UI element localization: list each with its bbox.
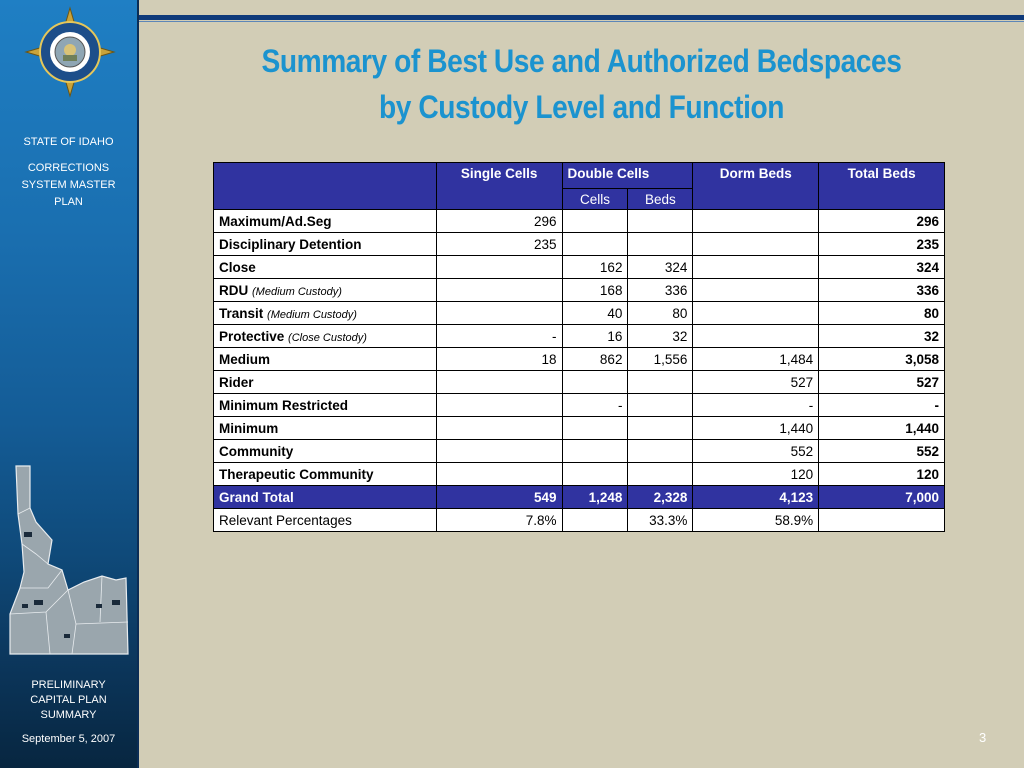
cell-single [436, 417, 562, 440]
row-label-text: Disciplinary Detention [219, 236, 362, 252]
cell-beds: 2,328 [628, 486, 693, 509]
cell-single [436, 394, 562, 417]
plan-title-line-1: CORRECTIONS [27, 162, 110, 174]
row-label [214, 210, 437, 233]
table-row [214, 325, 945, 348]
cell-cells: 40 [562, 302, 628, 325]
page-number: 3 [979, 730, 987, 745]
cell-cells: 168 [562, 279, 628, 302]
table-row [214, 440, 945, 463]
row-label-text: Medium [219, 351, 271, 367]
cell-cells: 1,248 [562, 486, 628, 509]
cell-cells [562, 440, 628, 463]
row-label-text: RDU [219, 282, 249, 298]
cell-dorm: 552 [693, 440, 819, 463]
table-row [214, 348, 945, 371]
cell-cells [562, 371, 628, 394]
cell-single [436, 440, 562, 463]
row-label [214, 348, 437, 371]
cell-total: 324 [819, 256, 945, 279]
row-label [214, 440, 437, 463]
header-double-cells-cells: Cells [562, 189, 628, 210]
footer-line-2: CAPITAL PLAN [30, 694, 107, 706]
cell-cells: 862 [562, 348, 628, 371]
cell-total: 527 [819, 371, 945, 394]
cell-beds: 80 [628, 302, 693, 325]
cell-beds: 336 [628, 279, 693, 302]
cell-dorm: 58.9% [693, 509, 819, 532]
cell-cells [562, 210, 628, 233]
header-double-cells-beds: Beds [628, 189, 693, 210]
cell-beds [628, 463, 693, 486]
cell-beds: 33.3% [628, 509, 693, 532]
row-label-note: (Medium Custody) [267, 308, 357, 321]
cell-dorm [693, 256, 819, 279]
cell-dorm: 4,123 [693, 486, 819, 509]
header-dorm-beds: Dorm Beds [693, 163, 819, 210]
row-label [214, 256, 437, 279]
cell-dorm [693, 302, 819, 325]
row-label [214, 279, 437, 302]
cell-cells: 162 [562, 256, 628, 279]
table-body [214, 210, 945, 532]
cell-beds [628, 417, 693, 440]
cell-single [436, 256, 562, 279]
table-row [214, 371, 945, 394]
cell-beds [628, 394, 693, 417]
sidebar-divider [137, 0, 139, 768]
cell-dorm: - [693, 394, 819, 417]
row-label-text: Therapeutic Community [219, 466, 374, 482]
bedspace-table [213, 162, 945, 532]
cell-total: 120 [819, 463, 945, 486]
cell-cells: - [562, 394, 628, 417]
row-label [214, 417, 437, 440]
header-blank [214, 163, 437, 210]
cell-cells [562, 233, 628, 256]
cell-beds [628, 233, 693, 256]
top-rule-thin [139, 21, 1024, 22]
cell-single [436, 302, 562, 325]
cell-total: 3,058 [819, 348, 945, 371]
row-label [214, 371, 437, 394]
table-row [214, 233, 945, 256]
row-label-text: Maximum/Ad.Seg [219, 213, 332, 229]
row-label-text: Minimum [219, 420, 279, 436]
cell-single: 549 [436, 486, 562, 509]
row-label-text: Community [219, 443, 294, 459]
row-label [214, 233, 437, 256]
table-row [214, 463, 945, 486]
state-label: STATE OF IDAHO [23, 136, 114, 148]
header-total-beds: Total Beds [819, 163, 945, 210]
cell-total: 235 [819, 233, 945, 256]
plan-title-line-2: SYSTEM MASTER [21, 179, 116, 191]
cell-total: 80 [819, 302, 945, 325]
row-label-note: (Close Custody) [288, 331, 367, 344]
row-label-text: Close [219, 259, 256, 275]
cell-dorm: 527 [693, 371, 819, 394]
cell-total: 296 [819, 210, 945, 233]
table-row [214, 256, 945, 279]
cell-total: 1,440 [819, 417, 945, 440]
top-rule [139, 15, 1024, 20]
footer-line-3: SUMMARY [40, 709, 97, 721]
row-label-note: (Medium Custody) [252, 285, 342, 298]
cell-dorm: 1,440 [693, 417, 819, 440]
row-label-text: Transit [219, 305, 264, 321]
cell-dorm: 1,484 [693, 348, 819, 371]
cell-dorm [693, 233, 819, 256]
cell-dorm [693, 279, 819, 302]
cell-single: 18 [436, 348, 562, 371]
cell-single [436, 371, 562, 394]
row-label-text: Rider [219, 374, 254, 390]
cell-cells: 16 [562, 325, 628, 348]
header-double-cells: Double Cells [562, 163, 693, 189]
footer-line-1: PRELIMINARY [31, 679, 106, 691]
table-row [214, 279, 945, 302]
cell-single [436, 279, 562, 302]
table-row [214, 417, 945, 440]
slide-title [192, 38, 971, 130]
cell-total: 7,000 [819, 486, 945, 509]
cell-total [819, 509, 945, 532]
department-seal-icon [24, 6, 116, 98]
cell-beds [628, 210, 693, 233]
cell-total: 336 [819, 279, 945, 302]
date-label: September 5, 2007 [21, 733, 116, 745]
cell-total: 552 [819, 440, 945, 463]
cell-single: 7.8% [436, 509, 562, 532]
row-label: Relevant Percentages [214, 509, 437, 532]
row-label [214, 394, 437, 417]
cell-cells [562, 463, 628, 486]
row-label-text: Protective [219, 328, 285, 344]
row-label [214, 463, 437, 486]
cell-cells [562, 417, 628, 440]
cell-dorm: 120 [693, 463, 819, 486]
cell-single: 296 [436, 210, 562, 233]
cell-dorm [693, 325, 819, 348]
plan-title-line-3: PLAN [54, 196, 83, 208]
cell-single: - [436, 325, 562, 348]
cell-beds [628, 440, 693, 463]
cell-beds [628, 371, 693, 394]
row-label: Grand Total [214, 486, 437, 509]
table-row [214, 394, 945, 417]
grand-total-row [214, 486, 945, 509]
idaho-map-icon [6, 464, 130, 656]
cell-dorm [693, 210, 819, 233]
percentages-row [214, 509, 945, 532]
table-row [214, 210, 945, 233]
title-line-2: by Custody Level and Function [379, 89, 784, 125]
title-line-1: Summary of Best Use and Authorized Bedspaces [261, 43, 902, 79]
cell-total: - [819, 394, 945, 417]
cell-cells [562, 509, 628, 532]
row-label-text: Minimum Restricted [219, 397, 349, 413]
cell-single: 235 [436, 233, 562, 256]
cell-beds: 32 [628, 325, 693, 348]
row-label [214, 302, 437, 325]
cell-beds: 1,556 [628, 348, 693, 371]
cell-beds: 324 [628, 256, 693, 279]
cell-single [436, 463, 562, 486]
row-label [214, 325, 437, 348]
cell-total: 32 [819, 325, 945, 348]
table-row [214, 302, 945, 325]
header-single-cells: Single Cells [436, 163, 562, 210]
